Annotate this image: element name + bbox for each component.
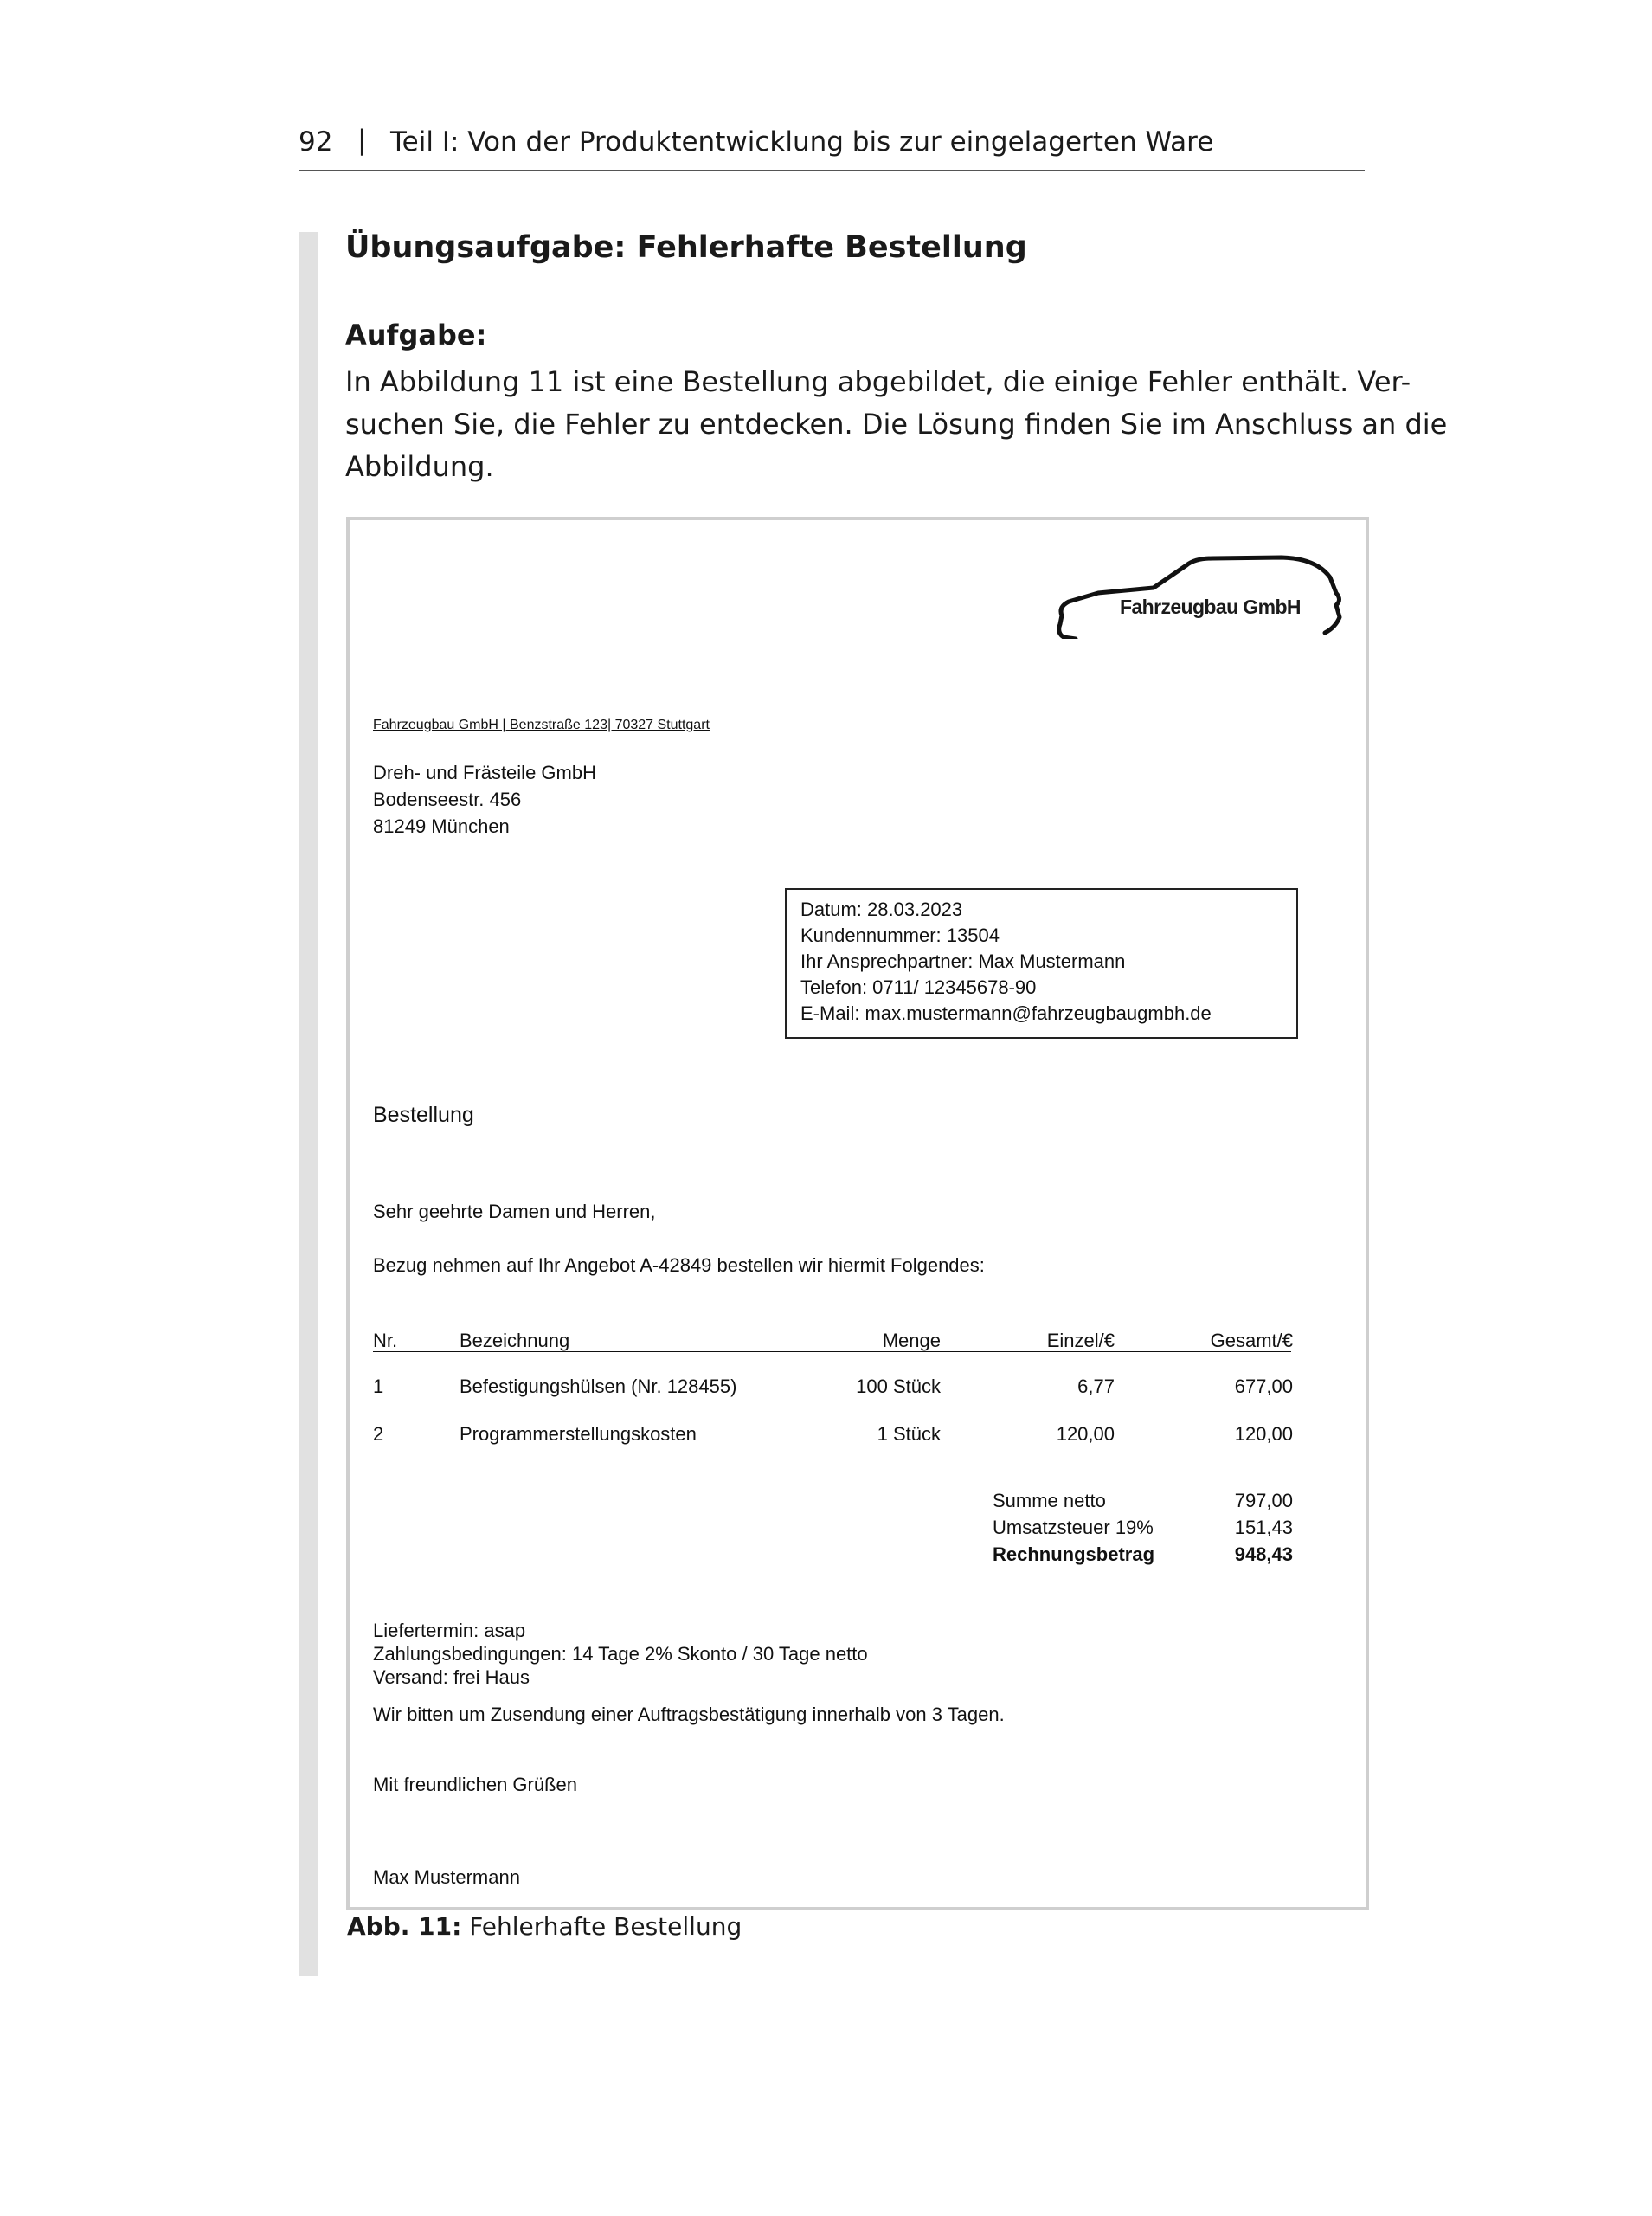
- task-line: Abbildung.: [345, 450, 494, 483]
- caption-text: Fehlerhafte Bestellung: [461, 1912, 742, 1941]
- task-line: suchen Sie, die Fehler zu entdecken. Die Lösung finden Sie im Anschluss an die: [345, 408, 1448, 441]
- recipient-line: 81249 München: [373, 815, 510, 837]
- cell-description: Befestigungshülsen (Nr. 128455): [460, 1375, 737, 1397]
- confirmation-request: Wir bitten um Zusendung einer Auftragsbestätigung innerhalb von 3 Tagen.: [373, 1704, 1005, 1725]
- cell-nr: 2: [373, 1423, 384, 1445]
- task-label: Aufgabe:: [345, 319, 487, 351]
- letter-subject: Bestellung: [373, 1103, 474, 1127]
- sender-address-line: Fahrzeugbau GmbH | Benzstraße 123| 70327 Stuttgart: [373, 718, 710, 732]
- info-date: Datum: 28.03.2023: [800, 899, 963, 920]
- exercise-title: Übungsaufgabe: Fehlerhafte Bestellung: [345, 230, 1027, 265]
- cell-quantity: 1 Stück: [877, 1423, 941, 1445]
- invoice-total-value: 948,43: [1234, 1543, 1293, 1565]
- info-phone: Telefon: 0711/ 12345678-90: [800, 976, 1037, 998]
- cell-unit-price: 120,00: [1056, 1423, 1115, 1445]
- invoice-total-label: Rechnungsbetrag: [993, 1543, 1155, 1565]
- payment-terms: Zahlungsbedingungen: 14 Tage 2% Skonto / 30 Tage netto: [373, 1643, 868, 1665]
- delivery-date: Liefertermin: asap: [373, 1620, 526, 1641]
- table-header-rule: [373, 1351, 1291, 1352]
- col-header-quantity: Menge: [882, 1330, 941, 1351]
- net-sum-label: Summe netto: [993, 1490, 1106, 1511]
- cell-total: 677,00: [1234, 1375, 1293, 1397]
- col-header-description: Bezeichnung: [460, 1330, 570, 1351]
- cell-description: Programmerstellungskosten: [460, 1423, 697, 1445]
- net-sum-value: 797,00: [1234, 1490, 1293, 1511]
- shipping-terms: Versand: frei Haus: [373, 1666, 530, 1688]
- summary-values: [1187, 1487, 1293, 1568]
- task-text: [345, 361, 1448, 488]
- intro-text: Bezug nehmen auf Ihr Angebot A-42849 bestellen wir hiermit Folgendes:: [373, 1254, 985, 1276]
- task-line: In Abbildung 11 ist eine Bestellung abgebildet, die einige Fehler enthält. Ver-: [345, 365, 1411, 398]
- closing: Mit freundlichen Grüßen: [373, 1774, 577, 1795]
- vat-value: 151,43: [1234, 1517, 1293, 1538]
- cell-total: 120,00: [1234, 1423, 1293, 1445]
- order-terms: [373, 1619, 868, 1689]
- page-number: 92: [299, 126, 333, 158]
- logo-text: Fahrzeugbau GmbH: [1120, 596, 1301, 618]
- vat-label: Umsatzsteuer 19%: [993, 1517, 1154, 1538]
- info-box: [785, 888, 1298, 1039]
- col-header-nr: Nr.: [373, 1330, 398, 1351]
- col-header-unit-price: Einzel/€: [1046, 1330, 1115, 1351]
- order-letter-figure: [346, 517, 1369, 1910]
- info-customer-number: Kundennummer: 13504: [800, 924, 1000, 946]
- info-contact-person: Ihr Ansprechpartner: Max Mustermann: [800, 950, 1126, 972]
- header-separator: |: [357, 125, 367, 156]
- exercise-side-bar: [299, 232, 318, 1976]
- caption-label: Abb. 11:: [347, 1912, 462, 1941]
- recipient-line: Dreh- und Frästeile GmbH: [373, 762, 596, 783]
- info-email: E-Mail: max.mustermann@fahrzeugbaugmbh.de: [800, 1002, 1212, 1024]
- recipient-line: Bodenseestr. 456: [373, 789, 522, 810]
- running-header: [299, 119, 1365, 171]
- summary-labels: [993, 1487, 1154, 1568]
- recipient-address: [373, 759, 596, 840]
- cell-unit-price: 6,77: [1077, 1375, 1115, 1397]
- figure-caption: [347, 1912, 742, 1941]
- cell-nr: 1: [373, 1375, 384, 1397]
- car-logo-icon: [1057, 539, 1342, 639]
- cell-quantity: 100 Stück: [856, 1375, 941, 1397]
- salutation: Sehr geehrte Damen und Herren,: [373, 1201, 656, 1222]
- col-header-total: Gesamt/€: [1210, 1330, 1293, 1351]
- signature-name: Max Mustermann: [373, 1866, 520, 1888]
- running-header-title: Teil I: Von der Produktentwicklung bis zur eingelagerten Ware: [390, 126, 1214, 158]
